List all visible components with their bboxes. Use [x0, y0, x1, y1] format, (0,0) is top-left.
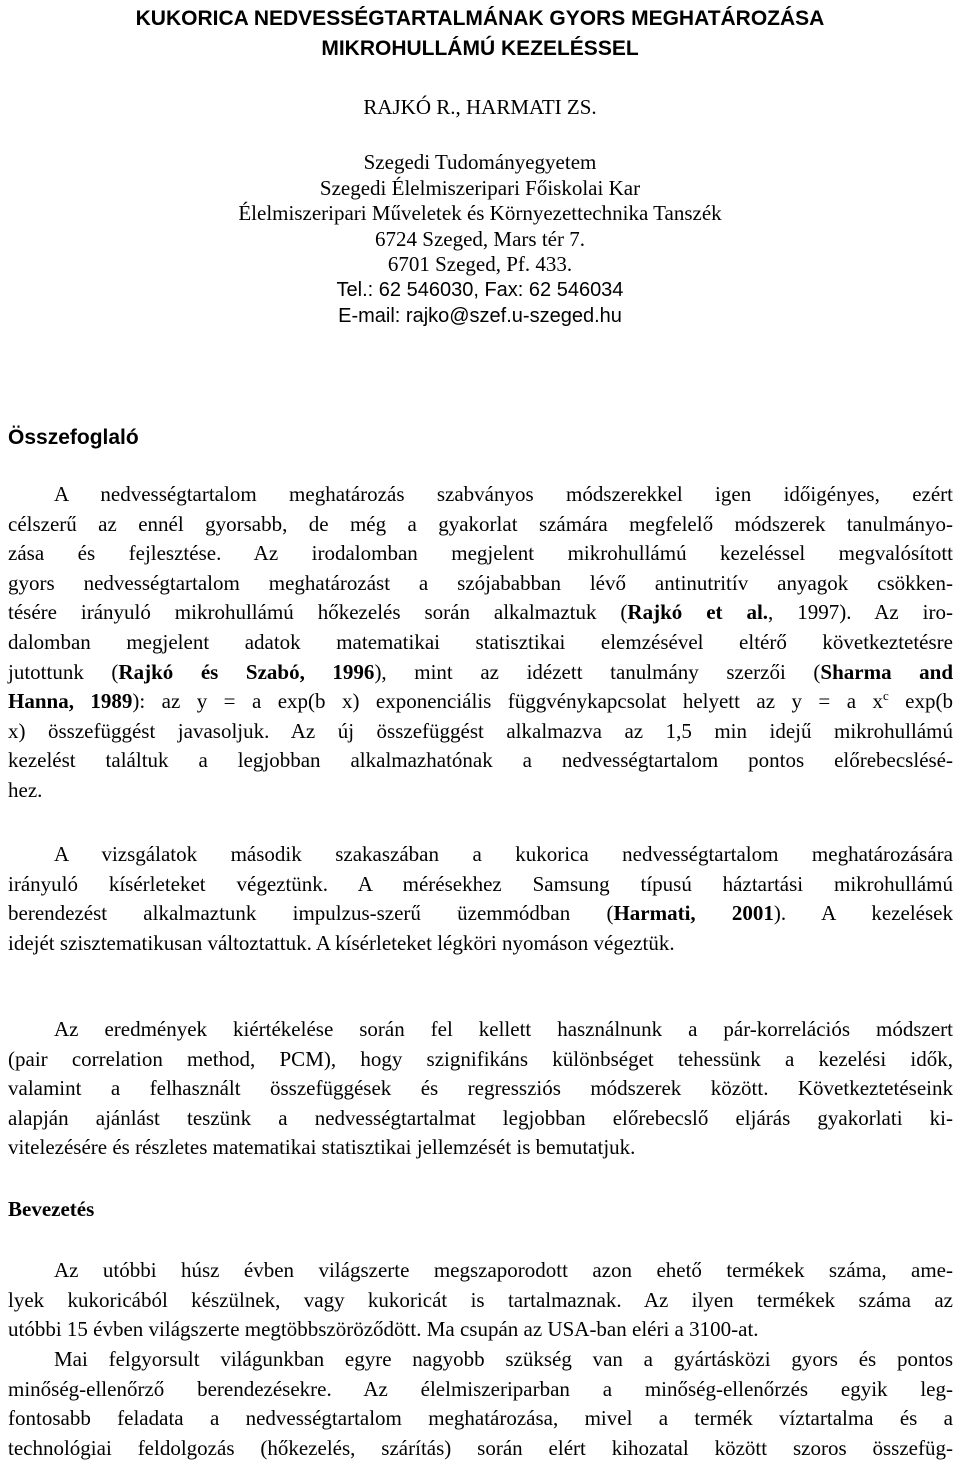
intro-paragraph-1 — [8, 1256, 953, 1345]
text-line: (pair correlation method, PCM), hogy szignifikáns különbséget tehessünk a kezelési idők, — [8, 1046, 953, 1071]
text-line: irányuló kísérleteket végeztünk. A mérésekhez Samsung típusú háztartási mikrohullámú — [8, 871, 953, 896]
citation: Rajkó és Szabó, 1996 — [118, 659, 375, 684]
contact-email: E-mail: rajko@szef.u-szeged.hu — [338, 304, 622, 327]
text-line: valamint a felhasznált összefüggések és regressziós módszerek között. Következtetéseink — [8, 1076, 953, 1101]
text-line: A nedvességtartalom meghatározás szabványos módszerekkel igen időigényes, ezért — [54, 482, 953, 506]
intro-heading: Bevezetés — [8, 1197, 95, 1221]
text-line: zása és fejlesztése. Az irodalomban megjelent mikrohullámú kezeléssel megvalósított — [8, 541, 953, 566]
text-line: idejét szisztematikusan változtattuk. A kísérleteket légköri nyomáson végeztük. — [8, 930, 675, 955]
text-line: technológiai feldolgozás (hőkezelés, szárítás) során elért kihozatal között szoros összefüg- — [8, 1435, 953, 1460]
abstract-paragraph-1 — [8, 480, 953, 806]
text-line: kezelést találtuk a legjobban alkalmazhatónak a nedvességtartalom pontos előrebecslésé- — [8, 748, 953, 773]
text-line: Hanna, 1989): az y = a exp(b x) exponenciális függvénykapcsolat helyett az y = a $x^c$ exp(b — [8, 688, 953, 714]
text-line: utóbbi 15 évben világszerte megtöbbszöröződött. Ma csupán az USA-ban eléri a 3100-at. — [8, 1317, 759, 1342]
text-line: fontosabb feladata a nedvességtartalom meghatározása, mivel a termék víztartalma és a — [8, 1406, 953, 1431]
text-line: lyek kukoricából készülnek, vagy kukoricát is tartalmaznak. Az ilyen termékek száma az — [8, 1287, 953, 1312]
citation: Sharma and — [820, 659, 954, 684]
affiliation-faculty: Szegedi Élelmiszeripari Főiskolai Kar — [319, 175, 641, 200]
superscript-c: c — [882, 688, 889, 704]
text-line: alapján ajánlást teszünk a nedvességtartalmat legjobban előrebecslő eljárás gyakorlati ki- — [8, 1105, 953, 1130]
text-line: x) összefüggést javasoljuk. Az új összefüggést alkalmazva az 1,5 min idejű mikrohullámú — [8, 718, 953, 743]
text-line: Az eredmények kiértékelése során fel kellett használnunk a pár-korrelációs módszert — [54, 1017, 953, 1041]
title-line-1: KUKORICA NEDVESSÉGTARTALMÁNAK GYORS MEGHATÁROZÁSA — [135, 7, 825, 30]
text-line: célszerű az ennél gyorsabb, de még a gyakorlat számára megfelelő módszerek tanulmányo- — [8, 511, 953, 536]
affiliation-block — [0, 150, 960, 329]
abstract-heading: Összefoglaló — [8, 426, 139, 449]
intro-paragraph-2 — [8, 1345, 953, 1463]
abstract-paragraph-3 — [8, 1015, 953, 1163]
affiliation-department: Élelmiszeripari Műveletek és Környezettechnika Tanszék — [238, 201, 722, 226]
citation: Rajkó et al. — [627, 600, 769, 625]
text-line: Mai felgyorsult világunkban egyre nagyobb szükség van a gyártásközi gyors és pontos — [54, 1347, 953, 1371]
text-line: minőség-ellenőrző berendezésekre. Az élelmiszeriparban a minőség-ellenőrzés egyik leg- — [8, 1376, 953, 1401]
text-line: berendezést alkalmaztunk impulzus-szerű üzemmódban (Harmati, 2001). A kezelések — [8, 901, 953, 926]
affiliation-university: Szegedi Tudományegyetem — [363, 150, 597, 174]
citation: Hanna, 1989 — [8, 689, 133, 714]
authors: RAJKÓ R., HARMATI ZS. — [363, 95, 597, 119]
text-line: A vizsgálatok második szakaszában a kukorica nedvességtartalom meghatározására — [54, 842, 953, 866]
abstract-paragraph-2 — [8, 840, 953, 958]
text-line: dalomban megjelent adatok matematikai statisztikai elemzésével eltérő következtetésre — [8, 629, 953, 654]
title-line-2: MIKROHULLÁMÚ KEZELÉSSEL — [321, 37, 639, 60]
citation: Harmati, 2001 — [613, 901, 774, 926]
text-line: jutottunk (Rajkó és Szabó, 1996), mint az idézett tanulmány szerzői (Sharma and — [8, 659, 954, 684]
affiliation-pobox: 6701 Szeged, Pf. 433. — [387, 252, 573, 277]
text-line: gyors nedvességtartalom meghatározást a szójababban lévő antinutritív anyagok csökken- — [8, 570, 953, 595]
affiliation-address: 6724 Szeged, Mars tér 7. — [375, 226, 585, 251]
contact-phone: Tel.: 62 546030, Fax: 62 546034 — [336, 278, 624, 301]
text-line: vitelezésére és részletes matematikai statisztikai jellemzését is bemutatjuk. — [8, 1135, 636, 1160]
text-line: tésére irányuló mikrohullámú hőkezelés során alkalmaztuk (Rajkó et al., 1997). Az iro- — [8, 600, 953, 625]
paper-title — [0, 4, 960, 64]
text-line: hez. — [8, 777, 43, 802]
text-line: Az utóbbi húsz évben világszerte megszaporodott azon ehető termékek száma, ame- — [54, 1258, 953, 1282]
